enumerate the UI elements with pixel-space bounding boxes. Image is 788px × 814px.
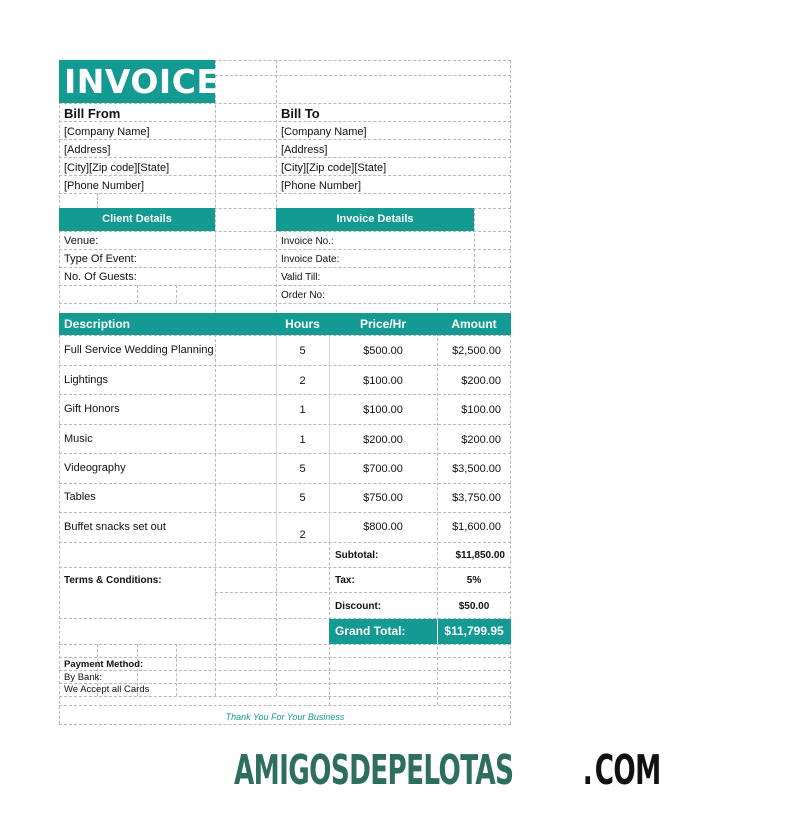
item-description: Buffet snacks set out [64,521,166,533]
bill-from-phone: [Phone Number] [64,180,145,192]
item-price: $800.00 [363,521,403,533]
invoice-details-heading: Invoice Details [336,213,414,225]
item-price: $500.00 [363,345,403,357]
description-header: Description [64,317,131,331]
brand-tld: COM [594,746,661,794]
invoice-sheet [59,60,511,724]
tax-value: 5% [466,575,482,586]
gridline [215,75,511,76]
item-description: Full Service Wedding Planning [64,344,214,356]
payment-method-heading: Payment Method: [64,659,144,670]
subtotal-label: Subtotal: [335,550,379,561]
invoice-date-label: Invoice Date: [281,254,340,265]
gridline [97,193,98,208]
gridline [59,249,511,250]
amount-header: Amount [451,317,497,331]
bill-to-address: [Address] [281,144,328,156]
gridline [59,696,511,697]
bill-from-address: [Address] [64,144,111,156]
gridline [59,303,511,304]
items-header-bar [59,313,511,335]
item-price: $750.00 [363,492,403,504]
item-description: Videography [64,462,126,474]
invoice-details-banner [276,208,474,231]
item-hours: 5 [299,345,306,357]
gridline [59,512,511,513]
bill-from-city: [City][Zip code][State] [64,162,170,174]
item-amount: $3,500.00 [452,463,501,475]
item-hours: 1 [299,434,306,446]
valid-till-label: Valid Till: [281,272,321,283]
item-hours: 2 [299,529,306,541]
gridline [59,424,511,425]
item-description: Tables [64,491,96,503]
bill-to-phone: [Phone Number] [281,180,362,192]
gridline [215,60,216,696]
gridline [59,335,511,336]
gridline [474,208,475,303]
item-amount: $1,600.00 [452,521,501,533]
gridline [59,644,511,645]
gridline [59,394,511,395]
subtotal-value: $11,850.00 [455,550,505,561]
gridline [59,285,511,286]
item-price: $100.00 [363,404,403,416]
item-price: $700.00 [363,463,403,475]
gridline [176,644,177,696]
item-amount: $2,500.00 [452,345,501,357]
gridline [59,103,511,104]
invoice-no-label: Invoice No.: [281,236,334,247]
item-amount: $200.00 [461,434,501,446]
brand-name [234,746,677,794]
gridline [59,60,60,724]
event-type-label: Type Of Event: [64,253,137,265]
gridline [176,285,177,303]
gridline [59,705,511,706]
gridline [59,139,511,140]
grand-total-bar [329,619,511,644]
bill-from-company: [Company Name] [64,126,150,138]
gridline [137,285,138,303]
price-header: Price/Hr [359,317,407,331]
bill-to-company: [Company Name] [281,126,367,138]
brand-name-text: AMIGOSDEPELOTAS [234,746,514,794]
gridline [59,193,511,194]
gridline [59,157,511,158]
item-hours: 2 [299,375,306,387]
item-amount: $3,750.00 [452,492,501,504]
gridline [59,365,511,366]
guests-label: No. Of Guests: [64,271,137,283]
gridline [59,542,511,543]
item-hours: 5 [299,463,306,475]
cards-accepted: We Accept all Cards [64,684,150,695]
item-amount: $100.00 [461,404,501,416]
item-description: Music [64,433,93,445]
grand-total-label: Grand Total: [335,624,406,638]
invoice-title-banner [59,60,220,103]
gridline [59,453,511,454]
hours-header: Hours [285,317,320,331]
gridline [59,567,511,568]
venue-label: Venue: [64,235,99,247]
brand-dot: . [583,746,593,794]
gridline [59,231,511,232]
item-price: $200.00 [363,434,403,446]
by-bank-label: By Bank: [64,672,103,683]
gridline [215,592,511,593]
thank-you-note: Thank You For Your Business [225,712,345,722]
client-details-banner [59,208,215,231]
gridline [59,483,511,484]
brand-watermark [234,746,661,796]
discount-value: $50.00 [458,601,490,612]
client-details-heading: Client Details [102,213,172,225]
gridline [59,121,511,122]
bill-to-heading: Bill To [281,106,320,121]
bill-from-heading: Bill From [64,106,121,121]
item-description: Lightings [64,374,109,386]
tax-label: Tax: [335,575,355,586]
item-amount: $200.00 [461,375,501,387]
grand-total-value: $11,799.95 [444,624,504,638]
item-price: $100.00 [363,375,403,387]
terms-label: Terms & Conditions: [64,575,162,586]
invoice-title: INVOICE [64,62,220,101]
gridline [59,175,511,176]
item-hours: 5 [299,492,306,504]
item-hours: 1 [299,404,306,416]
discount-label: Discount: [335,601,382,612]
order-no-label: Order No: [281,290,325,301]
gridline [59,267,511,268]
item-description: Gift Honors [64,403,120,415]
gridline [59,724,511,725]
bill-to-city: [City][Zip code][State] [281,162,387,174]
